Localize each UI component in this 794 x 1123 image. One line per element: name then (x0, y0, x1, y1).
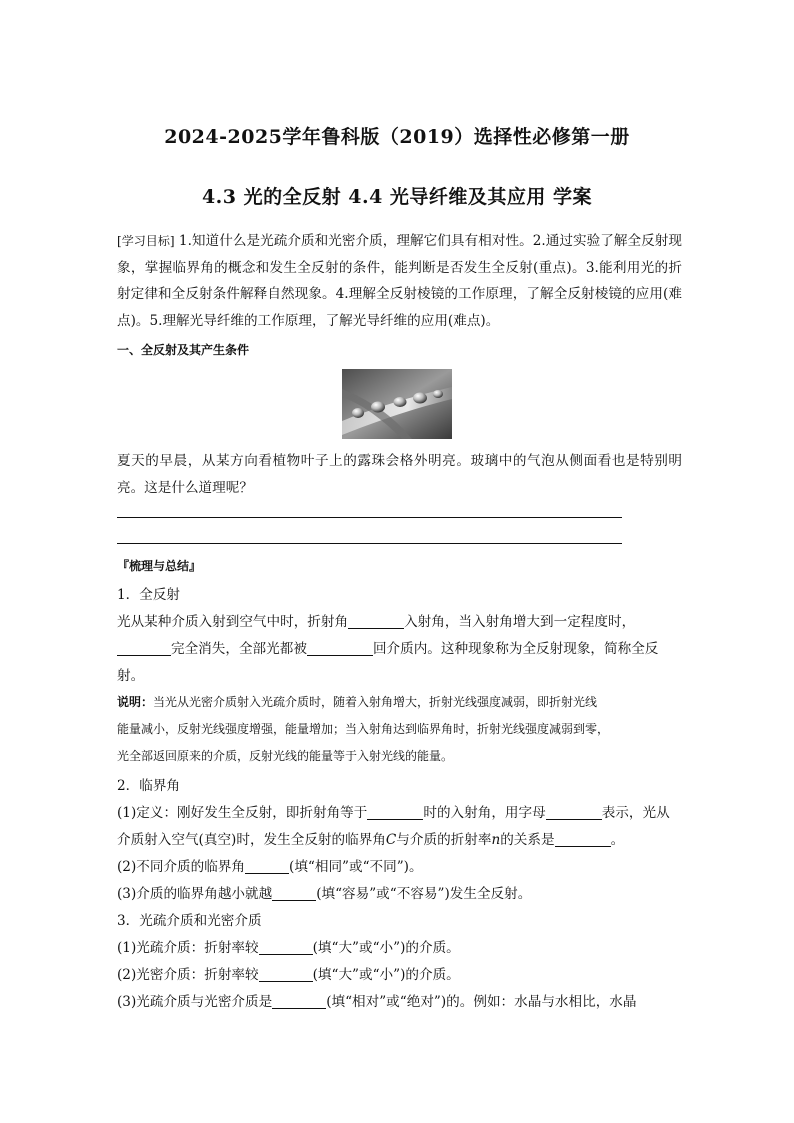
item3-p1-b: (填“大”或“小”)的介质。 (312, 940, 460, 956)
item3-point3 (117, 990, 636, 1010)
dewdrops-photo-graphic (342, 369, 452, 439)
item1-line2-text-b: 回介质内。这种现象称为全反射现象，简称全反 (372, 641, 659, 657)
note-line3: 光全部返回原来的介质，反射光线的能量等于入射光线的能量。 (117, 749, 454, 763)
item2-p2-b: (填“相同”或“不同”)。 (289, 859, 423, 875)
item2-def-c: 表示，光从 (601, 805, 670, 821)
note-line1 (117, 693, 597, 710)
item1-line1-text-a: 光从某种介质入射到空气中时，折射角 (117, 614, 349, 630)
fill-blank[interactable] (245, 859, 289, 874)
fill-blank[interactable] (259, 967, 313, 982)
item2-p3-b: (填“容易”或“不容易”)发生全反射。 (316, 886, 532, 902)
item2-definition-line2 (117, 828, 624, 848)
item2-def2-c: 的关系是 (500, 832, 555, 848)
item2-title: 2．临界角 (117, 778, 181, 794)
item2-p3-a: (3)介质的临界角越小就越 (117, 886, 273, 902)
item2-p2-a: (2)不同介质的临界角 (117, 859, 246, 875)
item3-p3-a: (3)光疏介质与光密介质是 (117, 994, 273, 1010)
question-paragraph: 夏天的早晨，从某方向看植物叶子上的露珠会格外明亮。玻璃中的气泡从侧面看也是特别明亮。这是什么道理呢？ (117, 453, 682, 496)
item3-title: 3．光疏介质和光密介质 (117, 913, 262, 929)
section-heading: 一、全反射及其产生条件 (117, 343, 250, 357)
fill-blank[interactable] (307, 641, 373, 656)
fill-blank[interactable] (117, 641, 171, 656)
symbol-C: C (385, 832, 397, 848)
item2-point2 (117, 855, 423, 875)
note-label: 说明： (117, 695, 154, 709)
item2-def2-b: 与介质的折射率 (396, 832, 492, 848)
document-title-line1: 2024-2025学年鲁科版（2019）选择性必修第一册 (164, 126, 630, 148)
fill-blank[interactable] (367, 805, 423, 820)
item1-line1 (117, 610, 635, 630)
item1-line2 (117, 637, 658, 657)
answer-line-1 (117, 517, 622, 518)
fill-blank[interactable] (272, 994, 326, 1009)
item3-point2 (117, 963, 460, 983)
fill-blank[interactable] (272, 886, 316, 901)
fill-blank[interactable] (555, 832, 611, 847)
item3-p2-a: (2)光密介质：折射率较 (117, 967, 259, 983)
item2-def-a: (1)定义：刚好发生全反射，即折射角等于 (117, 805, 368, 821)
note-line2: 能量减小，反射光线强度增强，能量增加；当入射角达到临界角时，折射光线强度减弱到零， (117, 722, 610, 736)
item3-p2-b: (填“大”或“小”)的介质。 (312, 967, 460, 983)
answer-line-2 (117, 543, 622, 544)
note-text-1: 当光从光密介质射入光疏介质时，随着入射角增大，折射光线强度减弱，即折射光线 (153, 695, 598, 709)
item1-line1-text-b: 入射角，当入射角增大到一定程度时， (404, 614, 636, 630)
item2-point3 (117, 882, 531, 902)
item2-definition-line1 (117, 801, 670, 821)
item2-def-b: 时的入射角，用字母 (423, 805, 546, 821)
item1-title: 1．全反射 (117, 587, 181, 603)
objectives-text: 1.知道什么是光疏介质和光密介质，理解它们具有相对性。2.通过实验了解全反射现象，掌握临界角的概念和发生全反射的条件，能判断是否发生全反射(重点)。3.能利用光的折射定律和全反射条件解释自然现象。4.理解全反射棱镜的工作原理，了解全反射棱镜的应用(难点)。5.理解光导纤维的工作原理，了解光导纤维的应用(难点)。 (117, 233, 682, 329)
objectives-label: [学习目标] (117, 234, 175, 248)
item2-def2-a: 介质射入空气(真空)时，发生全反射的临界角 (117, 832, 386, 848)
fill-blank[interactable] (348, 614, 404, 629)
fill-blank[interactable] (546, 805, 602, 820)
item3-point1 (117, 936, 460, 956)
symbol-n: n (491, 832, 501, 848)
item1-line3: 射。 (117, 668, 145, 684)
dewdrops-on-leaf-photo (342, 369, 452, 439)
learning-objectives (117, 228, 682, 334)
item3-p1-a: (1)光疏介质：折射率较 (117, 940, 259, 956)
summary-heading: 『梳理与总结』 (117, 559, 202, 573)
item1-line2-text-a: 完全消失，全部光都被 (171, 641, 307, 657)
document-title-line2: 4.3 光的全反射 4.4 光导纤维及其应用 学案 (201, 186, 593, 208)
item2-def2-end: 。 (610, 832, 625, 848)
item3-p3-b: (填“相对”或“绝对”)的。例如：水晶与水相比，水晶 (326, 994, 637, 1010)
fill-blank[interactable] (259, 940, 313, 955)
